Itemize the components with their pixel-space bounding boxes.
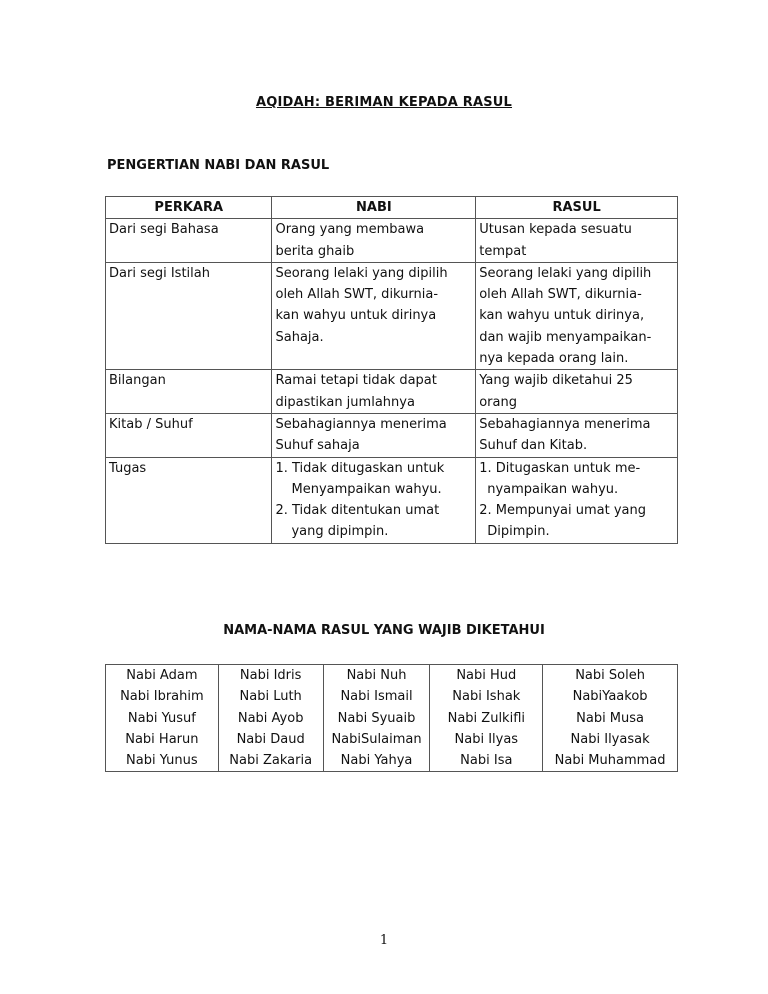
cell-line: Dipimpin. bbox=[487, 524, 550, 540]
rasul-name-cell: Nabi Yahya bbox=[323, 750, 430, 772]
rasul-name-cell: Nabi Adam bbox=[106, 665, 219, 687]
rasul-name-cell: Nabi Nuh bbox=[323, 665, 430, 687]
header-perkara: PERKARA bbox=[106, 197, 272, 219]
cell-line: 2. Tidak ditentukan umat bbox=[275, 503, 440, 519]
cell-line: Utusan kepada sesuatu bbox=[479, 222, 632, 238]
cell-line: Yang wajib diketahui 25 bbox=[479, 373, 633, 389]
cell-line: Dari segi Bahasa bbox=[109, 222, 219, 238]
cell-line: Tugas bbox=[109, 460, 147, 476]
cell-line: Sahaja. bbox=[275, 329, 324, 345]
document-title: AQIDAH: BERIMAN KEPADA RASUL bbox=[255, 95, 513, 110]
cell-line: oleh Allah SWT, dikurnia- bbox=[479, 287, 642, 303]
section-title: PENGERTIAN NABI DAN RASUL bbox=[107, 158, 330, 173]
header-rasul: RASUL bbox=[476, 197, 678, 219]
table-row bbox=[106, 413, 678, 457]
table-row bbox=[106, 665, 678, 687]
cell-line: Kitab / Suhuf bbox=[109, 416, 193, 432]
rasul-names-table bbox=[105, 664, 678, 772]
rasul-name-cell: Nabi Ismail bbox=[323, 686, 430, 707]
cell-line: berita ghaib bbox=[275, 243, 355, 259]
rasul-name-cell: Nabi Ishak bbox=[430, 686, 543, 707]
perkara-cell bbox=[106, 457, 272, 543]
cell-line: Menyampaikan wahyu. bbox=[291, 481, 442, 497]
cell-line: Suhuf dan Kitab. bbox=[479, 438, 588, 454]
table-row bbox=[106, 729, 678, 750]
page-number: 1 bbox=[379, 933, 389, 948]
table-row bbox=[106, 686, 678, 707]
table-row bbox=[106, 370, 678, 414]
nabi-cell bbox=[272, 262, 476, 369]
rasul-names-heading: NAMA-NAMA RASUL YANG WAJIB DIKETAHUI bbox=[223, 623, 545, 638]
perkara-cell bbox=[106, 219, 272, 263]
cell-line: Bilangan bbox=[109, 373, 166, 389]
cell-line: kan wahyu untuk dirinya, bbox=[479, 308, 645, 324]
cell-line: Suhuf sahaja bbox=[275, 438, 360, 454]
rasul-name-cell: Nabi Ayob bbox=[218, 708, 323, 729]
table-row bbox=[106, 750, 678, 772]
rasul-name-cell: Nabi Daud bbox=[218, 729, 323, 750]
rasul-cell bbox=[476, 413, 678, 457]
table-row bbox=[106, 262, 678, 369]
cell-line: yang dipimpin. bbox=[291, 524, 389, 540]
rasul-name-cell: Nabi Luth bbox=[218, 686, 323, 707]
cell-line: dan wajib menyampaikan- bbox=[479, 329, 652, 345]
rasul-name-cell: Nabi Harun bbox=[106, 729, 219, 750]
rasul-name-cell: Nabi Muhammad bbox=[543, 750, 678, 772]
cell-line: kan wahyu untuk dirinya bbox=[275, 308, 437, 324]
rasul-name-cell: Nabi Hud bbox=[430, 665, 543, 687]
rasul-cell bbox=[476, 370, 678, 414]
cell-line: Ramai tetapi tidak dapat bbox=[275, 373, 437, 389]
rasul-name-cell: Nabi Ilyas bbox=[430, 729, 543, 750]
rasul-name-cell: Nabi Idris bbox=[218, 665, 323, 687]
cell-line: nyampaikan wahyu. bbox=[487, 481, 619, 497]
nabi-cell bbox=[272, 457, 476, 543]
nabi-cell bbox=[272, 413, 476, 457]
rasul-name-cell: Nabi Yusuf bbox=[106, 708, 219, 729]
rasul-name-cell: Nabi Syuaib bbox=[323, 708, 430, 729]
cell-line: 2. Mempunyai umat yang bbox=[479, 503, 647, 519]
table-row bbox=[106, 708, 678, 729]
perkara-cell bbox=[106, 262, 272, 369]
cell-line: oleh Allah SWT, dikurnia- bbox=[275, 287, 439, 303]
rasul-cell bbox=[476, 219, 678, 263]
rasul-name-cell: NabiYaakob bbox=[543, 686, 678, 707]
perkara-cell bbox=[106, 413, 272, 457]
cell-line: Dari segi Istilah bbox=[109, 265, 210, 281]
cell-line: tempat bbox=[479, 243, 527, 259]
table-header-row bbox=[106, 197, 678, 219]
table-row bbox=[106, 219, 678, 263]
cell-line: Sebahagiannya menerima bbox=[479, 416, 651, 432]
rasul-name-cell: Nabi Ibrahim bbox=[106, 686, 219, 707]
header-nabi: NABI bbox=[272, 197, 476, 219]
table-row bbox=[106, 457, 678, 543]
rasul-name-cell: Nabi Zulkifli bbox=[430, 708, 543, 729]
definition-table bbox=[105, 196, 678, 544]
cell-line: Seorang lelaki yang dipilih bbox=[275, 265, 448, 281]
cell-line: nya kepada orang lain. bbox=[479, 351, 629, 367]
nabi-cell bbox=[272, 219, 476, 263]
rasul-cell bbox=[476, 262, 678, 369]
rasul-name-cell: Nabi Isa bbox=[430, 750, 543, 772]
rasul-name-cell: Nabi Ilyasak bbox=[543, 729, 678, 750]
perkara-cell bbox=[106, 370, 272, 414]
rasul-name-cell: Nabi Musa bbox=[543, 708, 678, 729]
cell-line: 1. Tidak ditugaskan untuk bbox=[275, 460, 445, 476]
rasul-name-cell: NabiSulaiman bbox=[323, 729, 430, 750]
cell-line: 1. Ditugaskan untuk me- bbox=[479, 460, 641, 476]
cell-line: Orang yang membawa bbox=[275, 222, 425, 238]
cell-line: orang bbox=[479, 394, 517, 410]
rasul-cell bbox=[476, 457, 678, 543]
cell-line: Sebahagiannya menerima bbox=[275, 416, 447, 432]
cell-line: dipastikan jumlahnya bbox=[275, 394, 415, 410]
rasul-name-cell: Nabi Soleh bbox=[543, 665, 678, 687]
rasul-name-cell: Nabi Zakaria bbox=[218, 750, 323, 772]
cell-line: Seorang lelaki yang dipilih bbox=[479, 265, 652, 281]
nabi-cell bbox=[272, 370, 476, 414]
rasul-name-cell: Nabi Yunus bbox=[106, 750, 219, 772]
